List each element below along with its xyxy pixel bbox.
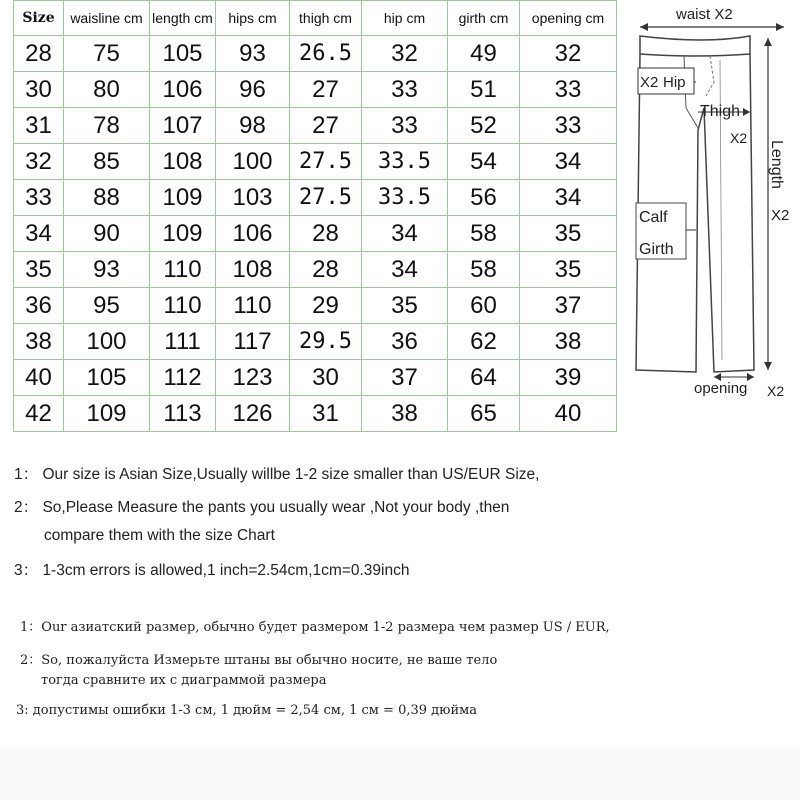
table-cell: 123 <box>216 360 290 396</box>
table-row <box>14 288 617 324</box>
table-cell: 105 <box>150 36 216 72</box>
note-ru-2-number: 2： <box>20 653 42 668</box>
table-cell: 29 <box>290 288 362 324</box>
table-cell: 31 <box>14 108 64 144</box>
note-en-2-continued <box>44 527 275 545</box>
table-cell: 35 <box>14 252 64 288</box>
calf-label: Calf <box>639 209 668 226</box>
table-cell: 38 <box>14 324 64 360</box>
table-cell: 51 <box>448 72 520 108</box>
table-cell: 98 <box>216 108 290 144</box>
length-arrow-bottom-head <box>764 362 772 370</box>
note-ru-1 <box>20 616 610 635</box>
waist-arrow-right-head <box>776 23 784 31</box>
table-header-cell: hips cm <box>216 1 290 36</box>
table-cell: 80 <box>64 72 150 108</box>
waist-arrow-left-head <box>640 23 648 31</box>
table-cell: 33 <box>362 108 448 144</box>
girth-label: Girth <box>639 241 674 258</box>
table-cell: 37 <box>520 288 617 324</box>
table-cell: 33 <box>520 108 617 144</box>
thigh-arrow-head <box>743 108 750 116</box>
table-cell: 105 <box>64 360 150 396</box>
table-cell: 30 <box>14 72 64 108</box>
table-cell: 35 <box>520 216 617 252</box>
table-cell: 35 <box>520 252 617 288</box>
table-row <box>14 180 617 216</box>
table-header-cell: length cm <box>150 1 216 36</box>
table-cell: 28 <box>290 216 362 252</box>
pants-measurement-diagram <box>626 0 800 413</box>
table-cell: 54 <box>448 144 520 180</box>
table-cell: 100 <box>64 324 150 360</box>
table-cell: 34 <box>14 216 64 252</box>
table-cell: 27 <box>290 108 362 144</box>
note-ru-2-continued-text: тогда сравните их с диаграммой размера <box>41 673 327 688</box>
hip-label: Hip <box>663 74 686 91</box>
table-cell: 78 <box>64 108 150 144</box>
table-cell: 110 <box>150 252 216 288</box>
table-cell: 126 <box>216 396 290 432</box>
table-cell: 32 <box>520 36 617 72</box>
note-en-2 <box>14 495 509 517</box>
table-cell: 117 <box>216 324 290 360</box>
table-cell: 106 <box>216 216 290 252</box>
length-label: Length <box>768 140 785 189</box>
table-cell: 60 <box>448 288 520 324</box>
table-cell: 33 <box>520 72 617 108</box>
table-cell: 109 <box>150 180 216 216</box>
table-cell: 36 <box>14 288 64 324</box>
table-cell: 58 <box>448 252 520 288</box>
table-cell: 56 <box>448 180 520 216</box>
table-row <box>14 36 617 72</box>
table-cell: 42 <box>14 396 64 432</box>
hip-x2-label: X2 <box>640 74 659 91</box>
table-header-cell: waisline cm <box>64 1 150 36</box>
table-cell: 110 <box>216 288 290 324</box>
table-cell: 27.5 <box>290 180 362 216</box>
note-en-3-number: 3： <box>14 562 39 579</box>
note-ru-2 <box>20 649 497 668</box>
table-cell: 52 <box>448 108 520 144</box>
table-header-cell: Size <box>14 1 64 36</box>
table-cell: 34 <box>362 252 448 288</box>
table-cell: 28 <box>14 36 64 72</box>
table-cell: 35 <box>362 288 448 324</box>
table-row <box>14 396 617 432</box>
table-cell: 40 <box>520 396 617 432</box>
note-ru-2-text: So, пожалуйста Измерьте штаны вы обычно носите, не ваше тело <box>41 653 498 668</box>
table-cell: 96 <box>216 72 290 108</box>
note-en-3-text: 1-3cm errors is allowed,1 inch=2.54cm,1cm=0.39inch <box>42 562 410 579</box>
table-cell: 100 <box>216 144 290 180</box>
waistband-shape <box>640 36 750 56</box>
table-cell: 27.5 <box>290 144 362 180</box>
size-chart-table-wrap <box>13 0 616 427</box>
note-ru-3-text: допустимы ошибки 1-3 см, 1 дюйм = 2,54 см, 1 см = 0,39 дюйма <box>32 703 477 718</box>
note-en-1-text: Our size is Asian Size,Usually willbe 1-2 size smaller than US/EUR Size, <box>42 466 540 483</box>
table-cell: 37 <box>362 360 448 396</box>
table-cell: 108 <box>150 144 216 180</box>
table-row <box>14 252 617 288</box>
table-cell: 27 <box>290 72 362 108</box>
table-cell: 85 <box>64 144 150 180</box>
thigh-label: Thigh <box>700 103 741 120</box>
table-cell: 31 <box>290 396 362 432</box>
table-cell: 32 <box>14 144 64 180</box>
table-cell: 34 <box>520 180 617 216</box>
table-cell: 34 <box>362 216 448 252</box>
table-row <box>14 108 617 144</box>
table-cell: 111 <box>150 324 216 360</box>
pants-diagram-svg <box>626 0 800 413</box>
table-cell: 33 <box>14 180 64 216</box>
table-header-cell: thigh cm <box>290 1 362 36</box>
note-en-1 <box>14 462 539 484</box>
table-row <box>14 72 617 108</box>
table-header-cell: hip cm <box>362 1 448 36</box>
note-ru-3 <box>16 703 477 718</box>
opening-x2-label: X2 <box>767 383 785 399</box>
table-header-cell: girth cm <box>448 1 520 36</box>
table-cell: 90 <box>64 216 150 252</box>
table-cell: 108 <box>216 252 290 288</box>
opening-label: opening <box>694 380 748 397</box>
table-cell: 33 <box>362 72 448 108</box>
table-cell: 26.5 <box>290 36 362 72</box>
table-header-cell: opening cm <box>520 1 617 36</box>
bottom-band <box>0 748 800 800</box>
table-cell: 49 <box>448 36 520 72</box>
table-cell: 75 <box>64 36 150 72</box>
note-ru-1-text: Our азиатский размер, обычно будет размером 1-2 размера чем размер US / EUR, <box>41 620 610 635</box>
note-ru-2-continued <box>41 673 326 688</box>
table-cell: 28 <box>290 252 362 288</box>
table-cell: 112 <box>150 360 216 396</box>
table-cell: 65 <box>448 396 520 432</box>
table-cell: 38 <box>362 396 448 432</box>
pocket-line <box>706 56 714 96</box>
table-cell: 88 <box>64 180 150 216</box>
note-ru-1-number: 1： <box>20 620 42 635</box>
table-cell: 95 <box>64 288 150 324</box>
table-cell: 62 <box>448 324 520 360</box>
note-en-1-number: 1： <box>14 466 39 483</box>
table-cell: 40 <box>14 360 64 396</box>
opening-arrow-right-head <box>747 373 754 381</box>
table-cell: 93 <box>216 36 290 72</box>
note-en-2-text: So,Please Measure the pants you usually wear ,Not your body ,then <box>42 499 510 516</box>
table-cell: 30 <box>290 360 362 396</box>
note-ru-3-number: 3: <box>16 703 29 718</box>
table-cell: 110 <box>150 288 216 324</box>
thigh-x2-label: X2 <box>730 130 748 146</box>
table-cell: 93 <box>64 252 150 288</box>
table-cell: 33.5 <box>362 144 448 180</box>
length-x2-label: X2 <box>771 207 790 224</box>
size-chart-table <box>13 0 617 432</box>
table-header-row <box>14 1 617 36</box>
table-cell: 38 <box>520 324 617 360</box>
table-cell: 32 <box>362 36 448 72</box>
table-cell: 64 <box>448 360 520 396</box>
length-arrow-top-head <box>764 38 772 46</box>
table-cell: 109 <box>150 216 216 252</box>
table-cell: 106 <box>150 72 216 108</box>
table-cell: 107 <box>150 108 216 144</box>
table-cell: 33.5 <box>362 180 448 216</box>
table-cell: 58 <box>448 216 520 252</box>
note-en-3 <box>14 558 409 580</box>
table-cell: 113 <box>150 396 216 432</box>
table-row <box>14 324 617 360</box>
note-en-2-continued-text: compare them with the size Chart <box>44 527 275 544</box>
waist-label: waist X2 <box>676 6 733 23</box>
table-cell: 34 <box>520 144 617 180</box>
table-row <box>14 360 617 396</box>
note-en-2-number: 2： <box>14 499 39 516</box>
table-cell: 29.5 <box>290 324 362 360</box>
table-cell: 109 <box>64 396 150 432</box>
table-cell: 103 <box>216 180 290 216</box>
table-row <box>14 144 617 180</box>
table-cell: 39 <box>520 360 617 396</box>
table-cell: 36 <box>362 324 448 360</box>
table-row <box>14 216 617 252</box>
